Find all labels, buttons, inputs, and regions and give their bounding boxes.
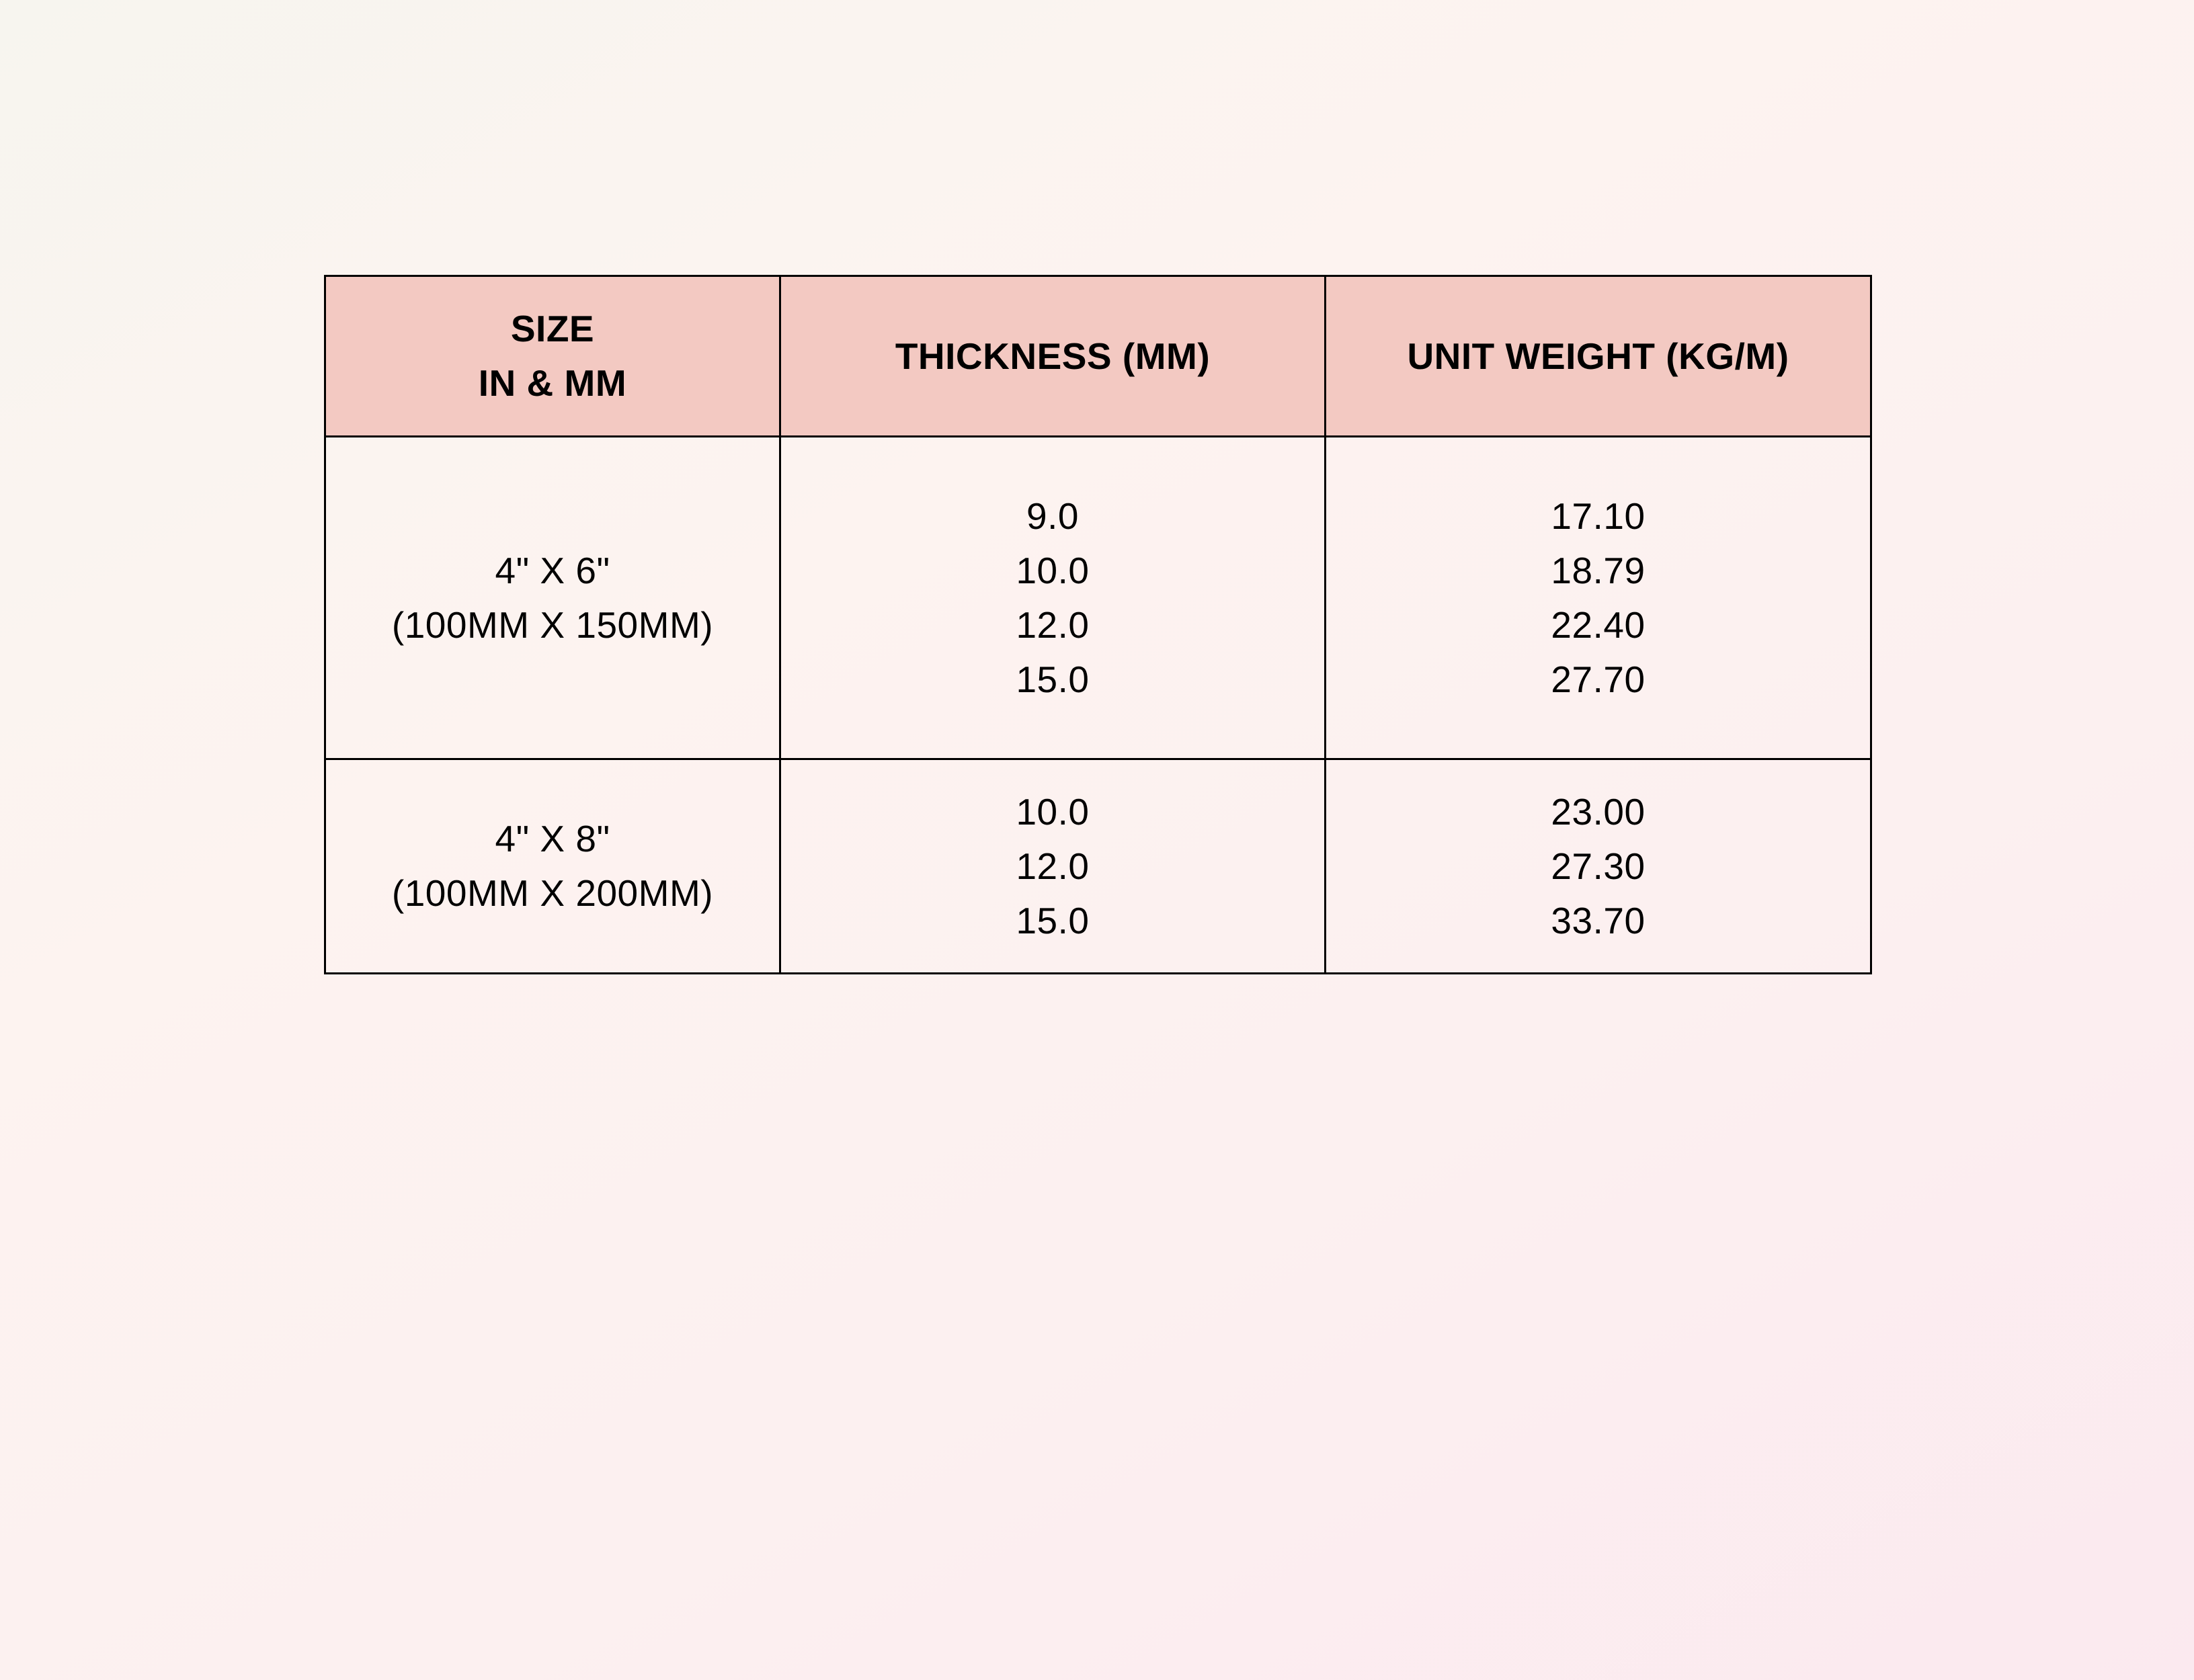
unit-weight-value: 18.79	[1551, 549, 1646, 591]
table-row	[325, 437, 1871, 759]
thickness-cell	[780, 759, 1326, 974]
header-size-line1: SIZE	[510, 308, 595, 349]
unit-weight-value: 17.10	[1551, 495, 1646, 537]
table-row	[325, 759, 1871, 974]
size-inches: 4" X 8"	[495, 818, 610, 859]
thickness-value: 15.0	[1016, 658, 1090, 700]
specification-table	[324, 275, 1872, 974]
header-unit-weight: UNIT WEIGHT (KG/M)	[1326, 276, 1871, 437]
thickness-value: 9.0	[1026, 495, 1079, 537]
thickness-value: 10.0	[1016, 549, 1090, 591]
size-inches: 4" X 6"	[495, 549, 610, 591]
thickness-value: 12.0	[1016, 603, 1090, 646]
thickness-cell	[780, 437, 1326, 759]
size-cell	[325, 759, 780, 974]
thickness-value: 15.0	[1016, 899, 1090, 941]
thickness-value: 12.0	[1016, 845, 1090, 887]
unit-weight-value: 22.40	[1551, 603, 1646, 646]
unit-weight-value: 27.30	[1551, 845, 1646, 887]
header-thickness: THICKNESS (MM)	[780, 276, 1326, 437]
unit-weight-cell	[1326, 437, 1871, 759]
header-row	[325, 276, 1871, 437]
header-size	[325, 276, 780, 437]
thickness-value: 10.0	[1016, 790, 1090, 833]
unit-weight-value: 33.70	[1551, 899, 1646, 941]
size-millimeters: (100MM X 150MM)	[391, 603, 714, 646]
unit-weight-value: 23.00	[1551, 790, 1646, 833]
size-millimeters: (100MM X 200MM)	[391, 872, 714, 914]
unit-weight-cell	[1326, 759, 1871, 974]
header-size-line2: IN & MM	[478, 362, 627, 404]
unit-weight-value: 27.70	[1551, 658, 1646, 700]
size-cell	[325, 437, 780, 759]
